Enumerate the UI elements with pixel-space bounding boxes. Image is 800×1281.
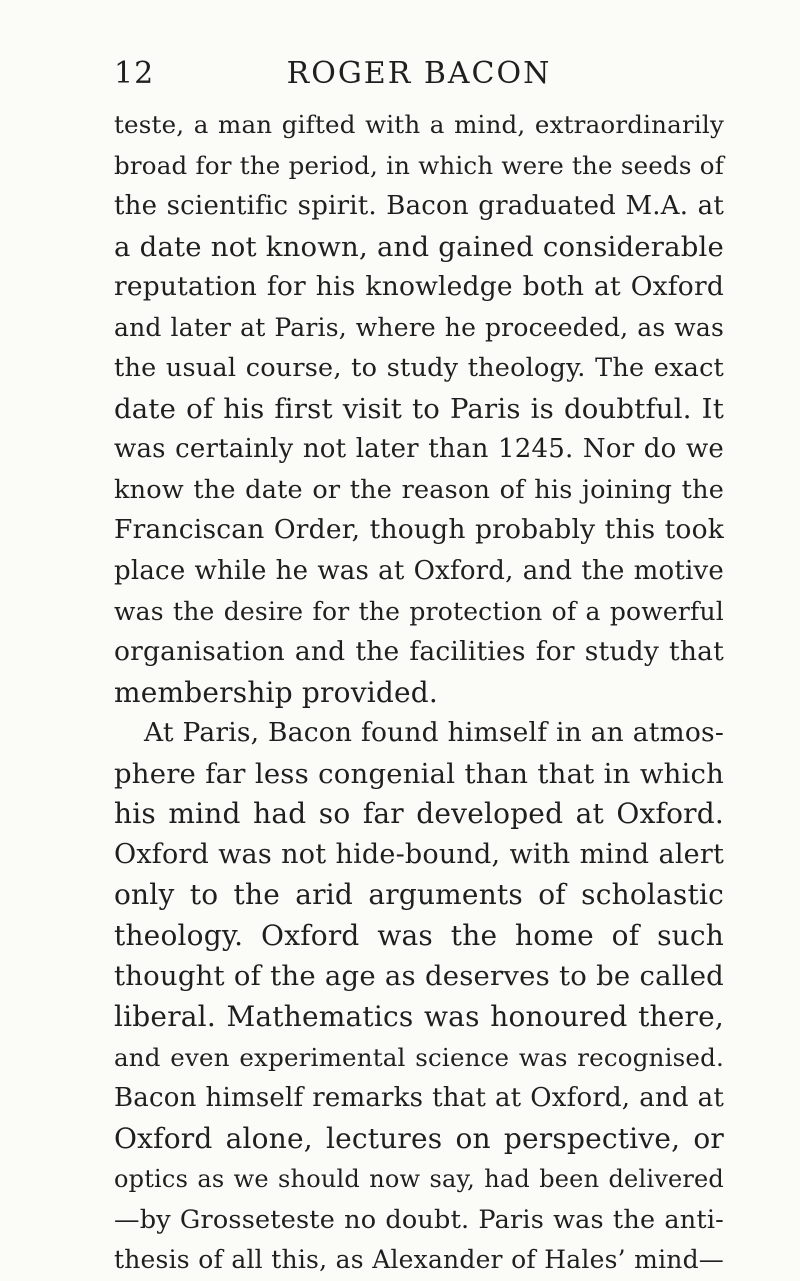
text-line: Oxford was not hide-bound, with mind alert xyxy=(114,838,724,870)
text-line: thought of the age as deserves to be called xyxy=(114,960,724,993)
text-line: teste, a man gifted with a mind, extraordinarily xyxy=(114,110,724,139)
text-line: Franciscan Order, though probably this took xyxy=(114,514,724,546)
text-line: the usual course, to study theology. The exact xyxy=(114,353,724,384)
running-head xyxy=(114,56,724,96)
running-title: ROGER BACON xyxy=(286,56,552,91)
text-line: optics as we should now say, had been delivered xyxy=(114,1165,724,1194)
text-line: organisation and the facilities for study that xyxy=(114,636,724,668)
text-line: broad for the period, in which were the seeds of xyxy=(114,150,724,180)
text-line: was the desire for the protection of a powerful xyxy=(114,596,724,626)
text-line: only to the arid arguments of scholastic xyxy=(114,878,724,912)
text-line: and later at Paris, where he proceeded, as was xyxy=(114,312,724,342)
text-line: a date not known, and gained considerable xyxy=(114,230,724,263)
text-line: reputation for his knowledge both at Oxford xyxy=(114,271,724,303)
text-line: theology. Oxford was the home of such xyxy=(114,918,724,952)
text-line: Oxford alone, lectures on perspective, or xyxy=(114,1121,724,1155)
text-line: date of his first visit to Paris is doubtful. It xyxy=(114,392,724,425)
text-line: At Paris, Bacon found himself in an atmos- xyxy=(144,717,724,749)
body-text xyxy=(114,105,724,1281)
text-line: was certainly not later than 1245. Nor do we xyxy=(114,434,724,465)
text-line: thesis of all this, as Alexander of Hales’ mind— xyxy=(114,1245,724,1275)
text-line: Bacon himself remarks that at Oxford, and at xyxy=(114,1083,724,1114)
text-line: membership provided. xyxy=(114,675,438,709)
text-line: place while he was at Oxford, and the motive xyxy=(114,556,724,587)
text-line: phere far less congenial than that in which xyxy=(114,757,724,790)
page-number: 12 xyxy=(114,56,155,91)
text-line: know the date or the reason of his joining the xyxy=(114,474,724,505)
text-line: his mind had so far developed at Oxford. xyxy=(114,797,724,831)
text-line: the scientific spirit. Bacon graduated M.A. at xyxy=(114,191,724,222)
text-line: —by Grosseteste no doubt. Paris was the anti- xyxy=(114,1204,724,1235)
text-line: and even experimental science was recognised. xyxy=(114,1042,724,1072)
text-line: liberal. Mathematics was honoured there, xyxy=(114,1000,724,1034)
